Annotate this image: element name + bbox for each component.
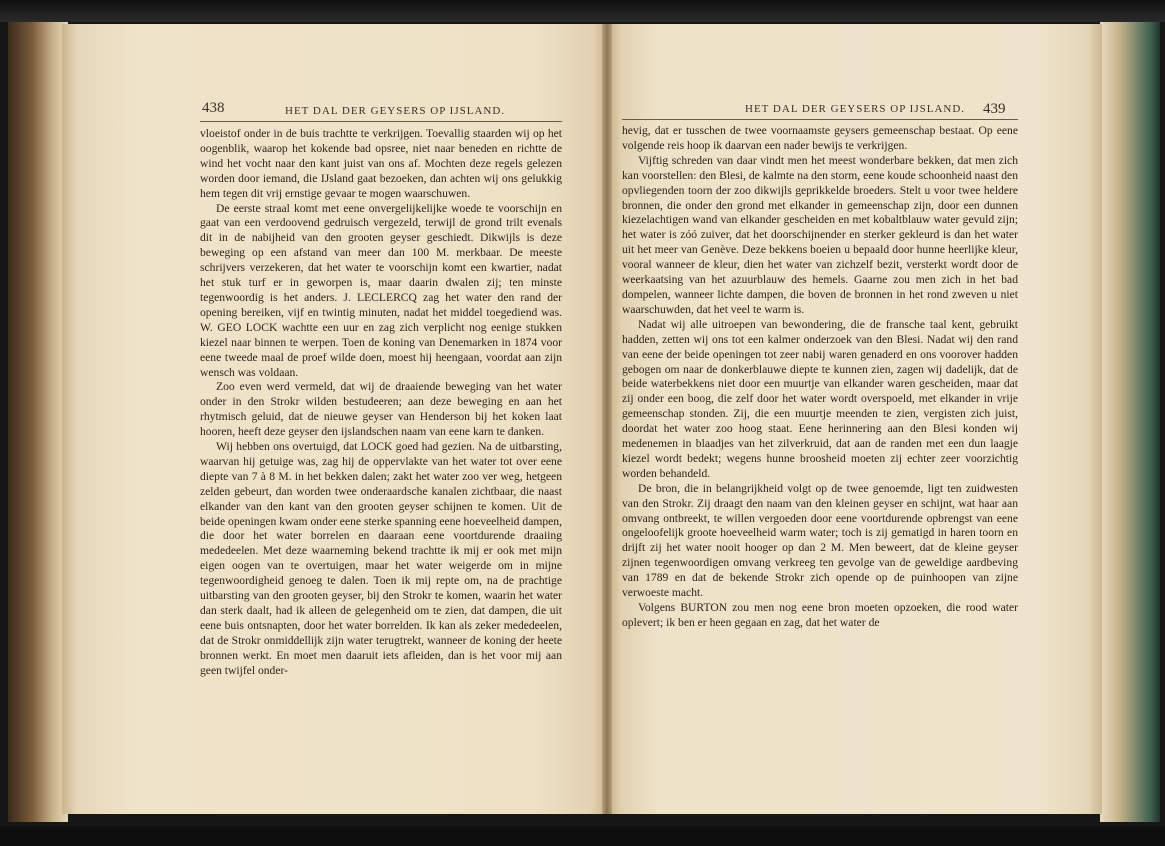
background-bottom — [0, 826, 1165, 846]
right-paragraph-3: Nadat wij alle uitroepen van bewondering, die de fransche taal kent, gebruikt hadden, zetten wij ons tot een kalmer onderzoek van den Blesi. Nadat wij den rand van eene der beide openingen tot zeer nabij waren genaderd en ons voorover hadden gebogen om naar de donkerblauwe diepte te kunnen zien, zagen wij dadelijk, dat de beide waterbekkens niet door een muurtje van elkander waren gescheiden, maar dat zij onder een boog, die zelf door het water wordt overspoeld, met elkander in vrije gemeenschap stonden. Zij, die een muurtje meenden te zien, vergisten zich juist, doordat het water zoo hoog staat. Eene herinnering aan den Blesi konden wij medenemen in blaadjes van het zilverkruid, dat aan de randen met een dun laagje kiezel wordt bedekt; wegens hunne broosheid moeten zij echter zeer voorzichtig worden behandeld. — [622, 317, 1018, 480]
left-page-number: 438 — [202, 100, 225, 116]
left-paragraph-4: Wij hebben ons overtuigd, dat LOCK goed had gezien. Na de uitbarsting, waarvan hij getuige was, zag hij de oppervlakte van het water tot over eene diepte van 7 à 8 M. in het bekken dalen; zakt het water zoo ver weg, hetgeen zelden gebeurt, dan worden twee onderaardsche kanalen zichtbaar, die naast elkander van den kant van den grooten geyser schijnen te komen. Uit de beide openingen kwam onder eene sterke spanning eene hoeveelheid dampen, die door het water borrelen en daaraan eene voortdurende draaiing mededeelen. Met deze waarneming bekend trachtte ik mij er ook met mijn eigen oogen van te overtuigen, maar het water weigerde om in mijne tegenwoordigheid genoeg te dalen. Toen ik mij repte om, na de prachtige uitbarsting van den grooten geyser, bij den Strokr te komen, waarin het water dan sterk daalt, had ik alleen de gelegenheid om te zien, dat dampen, die uit eene buis ontsnapten, door het water borrelden. Ik kan als zeker mededeelen, dat de Strokr onmiddellijk zijn water terugtrekt, wanneer de koning der heete bronnen werkt. En moet men daaruit iets afleiden, dan is het voor mij aan geen twijfel onder- — [200, 440, 562, 677]
left-body-text — [200, 127, 562, 679]
left-header-rule — [200, 121, 562, 122]
left-paragraph-3: Zoo even werd vermeld, dat wij de draaiende beweging van het water onder in den Strokr wilden bestudeeren; aan deze beweging en aan het rhytmisch geluid, dat de nieuwe geyser van Henderson bij het koken laat hooren, heeft deze geyser den ijslandschen naam van eene karn te danken. — [200, 380, 562, 439]
right-running-head: HET DAL DER GEYSERS OP IJSLAND. — [745, 103, 966, 115]
right-paragraph-1: hevig, dat er tusschen de twee voornaamste geysers gemeenschap bestaat. Op eene volgende reis hoop ik daarvan een nader bewijs te verkrijgen. — [622, 124, 1018, 152]
left-paragraph-2: De eerste straal komt met eene onvergelijkelijke woede te voorschijn en gaat van een verdoovend gedruisch vergezeld, terwijl de grond trilt evenals dit in de nabijheid van den grooten geyser geschiedt. Dikwijls is deze beweging op een afstand van meer dan 100 M. merkbaar. De meeste schrijvers verzekeren, dat het water te voorschijn komt een kwartier, nadat het stuk turf er in geworpen is, maar daarin dwalen zij; ten minste tegenwoordig is het anders. J. LECLERCQ zag het water den rand der opening bereiken, vijf en twintig minuten, nadat het middel toegediend was. W. GEO LOCK wachtte een uur en zag zich verplicht nog eenige stukken kiezel naar binnen te werpen. Toen de koning van Denemarken in 1874 voor eene tweede maal de proef wilde doen, moest hij heengaan, voordat aan zijn wensch was voldaan. — [200, 201, 562, 379]
left-running-head: HET DAL DER GEYSERS OP IJSLAND. — [285, 105, 506, 117]
right-paragraph-2: Vijftig schreden van daar vindt men het meest wonderbare bekken, dat men zich kan voorstellen: den Blesi, de kalmte na den storm, eene koude schoonheid naast den opvliegenden toorn der zoo dikwijls geprikkelde broeders. Stelt u voor twee heldere bronnen, die onder den grond met elkander in gemeenschap zijn, door een dunnen kiezelachtigen wand van elkander gescheiden en met kobaltblauw water gevuld zijn; het water is zóó zuiver, dat het doorschijnender en sterker gekleurd is dan het water uit het meer van Genève. Deze bekkens boeien u bepaald door hunne heerlijke kleur, vooral wanneer de kleur, dien het water van zichzelf bezit, versterkt wordt door de weerkaatsing van het azuurblauw des hemels. Gaarne zou men zich in het bad dompelen, wanneer lichte dampen, die boven de bronnen in het rond zweven u niet waarschuwden, dat het veel te warm is. — [622, 153, 1018, 316]
left-paragraph-1: vloeistof onder in de buis trachtte te verkrijgen. Toevallig staarden wij op het oogenblik, waarop het kokende bad opsree, niet naar beneden en richtte de wind het vocht naar den kant juist van ons af. Mochten deze regels gelezen worden door iemand, die IJsland gaat bezoeken, dan achten wij ons gelukkig hem tegen dit vrij ernstige gevaar te mogen waarschuwen. — [200, 127, 562, 200]
right-paragraph-4: De bron, die in belangrijkheid volgt op de twee genoemde, ligt ten zuidwesten van den Strokr. Zij draagt den naam van den kleinen geyser en schijnt, wat haar aan omvang ontbreekt, te willen vergoeden door eene voortdurende opbrengst van eene ongeloofelijk groote hoeveelheid warm water; toch is zij gematigd in haren toorn en drijft zij het water nooit hooger op dan 2 M. Men beweert, dat de kleine geyser zijnen tegenwoordigen omvang verkreeg ten gevolge van de geweldige aardbeving van 1789 en dat de bekende Strokr zich opende op de puinhoopen van zijne verwoeste macht. — [622, 481, 1018, 600]
background-top — [0, 0, 1165, 22]
right-paragraph-5: Volgens BURTON zou men nog eene bron moeten opzoeken, die rood water oplevert; ik ben er heen gegaan en zag, dat het water de — [622, 601, 1018, 629]
right-body-text — [622, 124, 1018, 631]
right-header-rule — [622, 119, 1018, 120]
book-cover-right — [1100, 22, 1160, 822]
book-gutter — [602, 24, 612, 814]
book-cover-left — [8, 22, 68, 822]
right-page-number: 439 — [983, 101, 1006, 117]
